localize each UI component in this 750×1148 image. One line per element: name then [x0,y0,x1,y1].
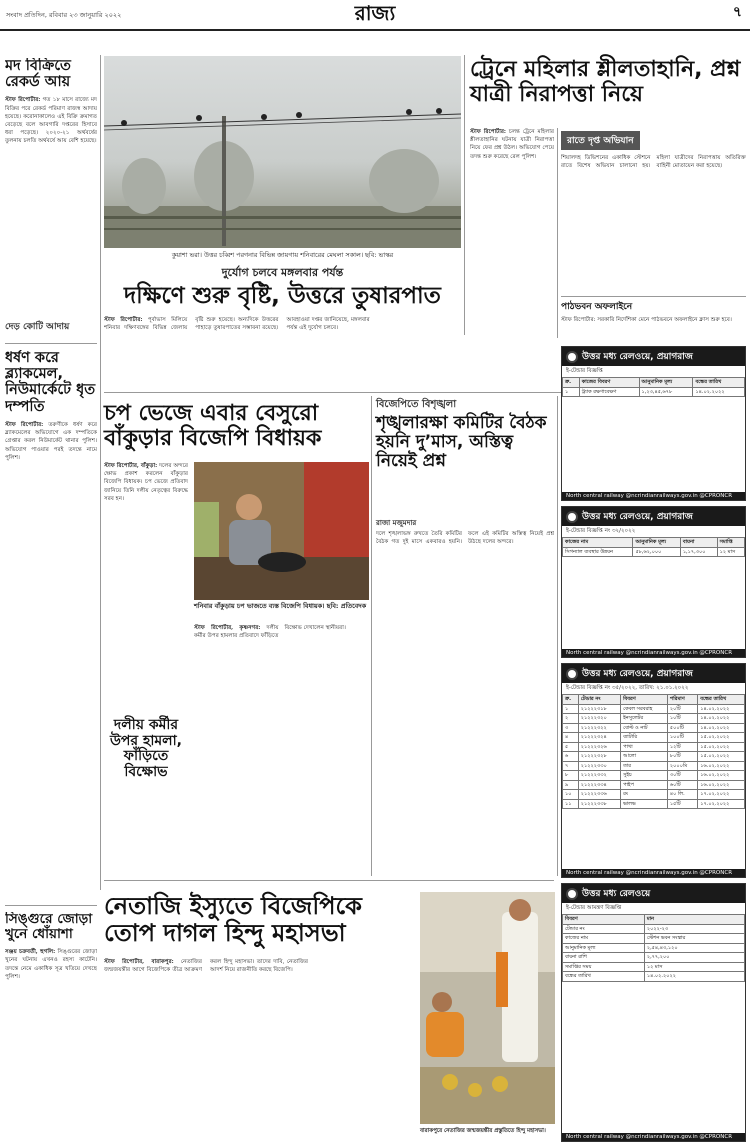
body-text: চলন্ত ট্রেনে মহিলার শ্লীলতাহানির ঘটনায় যাত্রী নিরাপত্তা নিয়ে ফের প্রশ্ন উঠল। অভিযোগ পেয়ে তদন্ত শুরু করেছে রেল পুলিশ। [470,129,554,160]
table-header: বন্ধের তারিখ [693,378,745,388]
sub-title: পাঠভবন অফলাইনে [561,302,633,312]
table-cell: ১৬.০২.২০২২ [698,761,745,771]
fog-photo [104,56,461,248]
table-header: টেন্ডার নং [578,695,620,705]
netaji-body [104,958,414,1144]
train-box [561,128,746,338]
subhead: দেড় কোটি আদায় [5,322,70,332]
table-cell: ২১২২২৩৩৬ [578,790,620,800]
table-cell: ব্যাটারি [621,733,668,743]
byline: স্টাফ রিপোর্টার: [104,317,143,323]
table-header: কাজের বিবরণ [579,378,639,388]
table-cell: ৮ [563,771,579,781]
table-cell: ৭ [563,761,579,771]
ad-title: উত্তর মধ্য রেলওয়ে, প্রয়াগরাজ [582,669,693,679]
ad-subtitle: ই-টেন্ডার বিজ্ঞপ্তি নং ৩২/২০২২ [566,528,636,534]
attack-headline: দলীয় কর্মীর উপর হামলা, ফাঁড়িতে বিক্ষোভ [110,717,182,781]
netaji-photo [420,892,555,1124]
ad-footer: North central railway @ncrindianrailways.gov.in @CPRONCR [562,1133,745,1141]
table-row [563,790,745,800]
byline: স্টাফ রিপোর্টার, বারাকপুর: [104,959,174,965]
table-cell: ২০০০মি [667,761,697,771]
table-cell: ১,২৩,৪৫,৬৭৮ [639,387,693,397]
weather-kicker: দুর্যোগ চলবে মঙ্গলবার পর্যন্ত [221,266,344,279]
table-cell: কাজের নাম [563,934,645,944]
story-liquor-revenue [5,58,97,358]
story-body [5,421,97,462]
table-row [563,924,745,934]
ad-footer: North central railway @ncrindianrailways.gov.in @CPRONCR [562,869,745,877]
table-cell: ১২ মাস [717,547,744,557]
bjp-mla-headline: চপ ভেজে এবার বেসুরো বাঁকুড়ার বিজেপি বিধায়ক [104,401,322,451]
table-cell: ২১২২২৩১৮ [578,704,620,714]
table-header: বিবরণ [563,915,645,925]
ad-subtitle: ই-টেন্ডার বিজ্ঞপ্তি নং ৩৫/২০২২, তারিখ: ২১.০১.২০২২ [566,685,689,691]
page-number: ৭ [732,4,742,20]
table-cell: ৪ [563,733,579,743]
table-cell: ইনসুলেটর [621,714,668,724]
table-row [563,733,745,743]
ad-subtitle: ই-টেন্ডার আমন্ত্রণ বিজ্ঞপ্তি [566,905,622,911]
table-cell: ২১২২২৩২৬ [578,742,620,752]
table-cell: বন্ধের তারিখ [563,972,645,982]
ad-header [562,347,745,366]
railway-logo-icon [566,668,578,680]
table-header: আনুমানিক মূল্য [639,378,693,388]
ad-table [562,377,745,397]
byline: স্টাফ রিপোর্টার, কৃষ্ণনগর: [194,625,261,631]
table-cell: ২০২২-২৩ [644,924,744,934]
table-cell: ২১২২২৩২৪ [578,733,620,743]
railway-ad-3 [561,663,746,878]
headline: ধর্ষণ করে ব্ল্যাকমেল, নিউমার্কেটে ধৃত দম্পতি [5,350,96,415]
headline: মদ বিক্রিতে রেকর্ড আয় [5,58,71,91]
table-cell: ২১২২২৩২৮ [578,752,620,762]
paper-date: সংবাদ প্রতিদিন, রবিবার ২৩ জানুয়ারি ২০২২ [6,11,122,19]
ad-title: উত্তর মধ্য রেলওয়ে, প্রয়াগরাজ [582,352,693,362]
table-cell: ১,১৭,৩০০ [680,547,717,557]
table-cell: ২,৭৭,২০০ [644,953,744,963]
table-cell: ৩০টি [667,771,697,781]
table-cell: ৫ [563,742,579,752]
train-body [470,128,554,338]
table-cell: ২০টি [667,704,697,714]
ad-title: উত্তর মধ্য রেলওয়ে [582,889,651,899]
railway-ad-4 [561,883,746,1142]
table-cell: বোল্ট ও নাট [621,723,668,733]
table-cell: রং [621,790,668,800]
table-row [563,799,745,809]
weather-body [104,316,461,391]
table-cell: ১৬.০২.২০২২ [698,771,745,781]
ad-footer: North central railway @ncrindianrailways.gov.in @CPRONCR [562,492,745,500]
table-cell: ১৬.০২.২০২২ [698,780,745,790]
section-title: রাজ্য [354,1,396,25]
ad-header [562,884,745,903]
table-row [563,771,745,781]
table-cell: ২১২২২৩৩৮ [578,799,620,809]
table-cell: ১৫.০২.২০২২ [698,733,745,743]
committee-headline: শৃঙ্খলারক্ষা কমিটির বৈঠক হয়নি দু’মাস, অস্তিত্ব নিয়েই প্রশ্ন [376,413,547,472]
body-text: দলের অন্দরে ক্ষোভ প্রকাশ করলেন বাঁকুড়ার বিজেপি বিধায়ক। চপ ভেজে প্রতিবাদ জানিয়ে তিনি দলীয় নেতৃত্বের বিরুদ্ধে সরব হন। [104,463,188,502]
table-cell: ১০ [563,790,579,800]
ad-header [562,507,745,526]
body-text: নেতাজির জন্মজয়ন্তীর আগে বিজেপিকে তীব্র আক্রমণ করল হিন্দু মহাসভা। তাদের দাবি, নেতাজির আদর্শ নিয়ে রাজনীতি করছে বিজেপি। [104,959,308,974]
byline: সঞ্জয় চক্রবর্তী, হুগলি: [5,949,56,956]
table-row [563,752,745,762]
table-cell: ১ [563,704,579,714]
table-header: বন্ধের তারিখ [698,695,745,705]
ad-subtitle: ই-টেন্ডার বিজ্ঞপ্তি [566,368,603,374]
table-cell: ২,৫৪,৪৩,১২০ [644,943,744,953]
table-cell: পাইপ [621,780,668,790]
table-cell: ১৪.০২.২০২২ [698,714,745,724]
table-cell: ৯ [563,780,579,790]
box-body: শিয়ালদহ ডিভিশনের একাধিক স্টেশনে রাতে বিশেষ অভিযান চালানো হয়। মহিলা যাত্রীদের নিরাপত্তায় অতিরিক্ত বাহিনী মোতায়েন করা হয়েছে। [561,155,746,170]
ad-table [562,694,745,809]
table-cell: সুইচ [621,771,668,781]
table-cell: ২১২২২৩২২ [578,723,620,733]
table-cell: আনুমানিক মূল্য [563,943,645,953]
table-cell: ১৭.০২.২০২২ [698,790,745,800]
ad-footer: North central railway @ncrindianrailways.gov.in @CPRONCR [562,649,745,657]
table-header: পরিমাণ [667,695,697,705]
ad-header [562,664,745,683]
table-cell: ৫০০টি [667,723,697,733]
table-cell: কেবল সরবরাহ [621,704,668,714]
table-row [563,761,745,771]
table-cell: ১২টি [667,742,697,752]
table-cell: ১৪.০২.২০২২ [693,387,745,397]
ad-table [562,914,745,982]
table-row [563,704,745,714]
table-cell: ২১২২২৩২০ [578,714,620,724]
table-cell: ১৫.০২.২০২২ [698,752,745,762]
masthead [0,0,750,28]
byline: স্টাফ রিপোর্টার: [5,421,44,428]
table-cell: ২১২২২৩৩২ [578,771,620,781]
table-cell: ১৭.০২.২০২২ [698,799,745,809]
table-cell: ভালভ [621,799,668,809]
train-headline: ট্রেনে মহিলার শ্লীলতাহানি, প্রশ্ন যাত্রী নিরাপত্তা নিয়ে [470,57,741,107]
table-row [563,723,745,733]
netaji-headline: নেতাজি ইস্যুতে বিজেপিকে তোপ দাগল হিন্দু মহাসভা [104,892,362,947]
railway-logo-icon [566,511,578,523]
committee-byline: রাজা মজুমদার [376,519,417,527]
table-cell: ১৪.০২.২০২২ [698,704,745,714]
box-title: রাতে দৃপ্ত অভিযান [561,131,640,150]
table-cell: টেন্ডার নং [563,924,645,934]
railway-ad-1 [561,346,746,501]
ad-title: উত্তর মধ্য রেলওয়ে, প্রয়াগরাজ [582,512,693,522]
table-cell: ৩ [563,723,579,733]
table-cell: ২ [563,714,579,724]
table-header: বায়না [680,538,717,548]
byline: স্টাফ রিপোর্টার: [5,97,41,104]
ad-table [562,537,745,557]
table-row [563,780,745,790]
table-cell: ১১ [563,799,579,809]
committee-body: দলে শৃঙ্খলাভঙ্গ রুখতে তৈরি কমিটির বৈঠক গত দুই মাসে একবারও হয়নি। ফলে এই কমিটির অস্তিত্ব নিয়েই প্রশ্ন উঠছে দলের অন্দরে। [376,531,554,546]
table-cell: ২১২২২৩৩৪ [578,780,620,790]
attack-body [194,624,369,874]
fog-photo-caption: কুয়াশা ভরা। উত্তর চব্বিশ পরগনার বিভিন্ন জায়গায় শনিবারের মেঘলা সকাল। ছবি: ভাস্কর [171,251,394,259]
table-cell: ২১২২২৩৩০ [578,761,620,771]
table-header: সমাপ্তি [717,538,744,548]
table-row [563,953,745,963]
story-blackmail [5,350,97,910]
table-header: আনুমানিক মূল্য [633,538,680,548]
table-cell: সমাপ্তির সময় [563,962,645,972]
table-header: ক্র. [563,695,579,705]
body-text: পূর্বাভাস মিলিয়ে শনিবার দক্ষিণবঙ্গের বিভিন্ন জেলায় বৃষ্টি শুরু হয়েছে। অন্যদিকে উত্তরের পাহাড়ে তুষারপাতের সম্ভাবনা রয়েছে। আবহাওয়া দপ্তর জানিয়েছে, মঙ্গলবার পর্যন্ত এই দুর্যোগ চলবে। [104,317,370,332]
table-cell: ৫৮,৬২,০০০ [633,547,680,557]
mla-photo [194,462,369,600]
bjp-mla-body [104,462,188,672]
table-header: কাজের নাম [563,538,633,548]
railway-logo-icon [566,888,578,900]
railway-logo-icon [566,351,578,363]
table-row [563,972,745,982]
table-row [563,934,745,944]
table-cell: ১ [563,387,580,397]
byline: স্টাফ রিপোর্টার, বাঁকুড়া: [104,463,158,469]
table-cell: ৬ [563,752,579,762]
table-cell: ৬০টি [667,780,697,790]
table-cell: ১৪.০২.২০২২ [644,972,744,982]
table-row [563,714,745,724]
table-cell: সিগন্যাল ব্যবস্থার উন্নয়ন [563,547,633,557]
headline: সিঙ্গুরে জোড়া খুনে ধোঁয়াশা [5,912,93,943]
weather-headline: দক্ষিণে শুরু বৃষ্টি, উত্তরে তুষারপাত [124,283,441,309]
table-cell: বায়না রাশি [563,953,645,963]
body-text: দলীয় কর্মীর উপর হামলার প্রতিবাদে ফাঁড়িতে বিক্ষোভ দেখালেন স্থানীয়রা। [194,625,346,640]
netaji-photo-caption: বারাকপুরে নেতাজির জন্মজয়ন্তীর প্রস্তুতিতে হিন্দু মহাসভা। [420,1128,546,1134]
table-cell: ৮০টি [667,752,697,762]
table-row [563,742,745,752]
table-cell: ১০টি [667,714,697,724]
table-cell: ১৫.০২.২০২২ [698,742,745,752]
table-header: ক্র. [563,378,580,388]
committee-kicker: বিজেপিতে বিশৃঙ্খলা [376,399,457,410]
table-header: মান [644,915,744,925]
table-cell: স্টেশন ভবন সংস্কার [644,934,744,944]
table-cell: ১৫টি [667,799,697,809]
table-row [563,962,745,972]
body-text: তরুণীকে ধর্ষণ করে ব্ল্যাকমেলের অভিযোগে এক দম্পতিকে গ্রেপ্তার করল নিউমার্কেট থানার পুলিশ। অভিযোগ পাওয়ার পরই তদন্তে নামে পুলিশ। [5,421,97,461]
table-cell: আলো [621,752,668,762]
table-header: বিবরণ [621,695,668,705]
sub-body: স্টাফ রিপোর্টার: সরকারি নির্দেশিকা মেনে পাঠভবনে অফলাইনে ক্লাস শুরু হবে। [561,317,732,323]
table-cell: পাখা [621,742,668,752]
story-body [5,948,97,981]
mla-photo-caption: শনিবার বাঁকুড়ায় চপ ভাজতে ব্যস্ত বিজেপি বিধায়ক। ছবি: প্রতিবেদক [194,602,367,610]
table-cell: তার [621,761,668,771]
table-cell: ১০০টি [667,733,697,743]
table-row [563,943,745,953]
table-row [563,387,745,397]
railway-ad-2 [561,506,746,658]
story-body [5,96,97,145]
table-cell: ট্র্যাক রক্ষণাবেক্ষণ [579,387,639,397]
byline: স্টাফ রিপোর্টার: [470,129,506,135]
table-cell: ১২ মাস [644,962,744,972]
body-text: গত ১৮ মাসে রাজ্যে মদ বিক্রির পরে রেকর্ড পরিমাণ রাজস্ব আদায় হয়েছে। করোনাকালেও এই বিক্রি ক্রমাগত বেড়েছে বলে আবগারি দপ্তরের হিসাবে ধরা পড়েছে। ২০২০-২১ অর্থবর্ষের তুলনায় চলতি অর্থবর্ষে আয় বেশি হয়েছে। [5,97,97,145]
table-cell: ১৪.০২.২০২২ [698,723,745,733]
table-row [563,547,745,557]
table-cell: ৪০ লি. [667,790,697,800]
body-text: সিঙ্গুরের জোড়া খুনের ঘটনায় এখনও রহস্য কাটেনি। তদন্তে নেমে একাধিক সূত্র খতিয়ে দেখছে পুলিশ। [5,949,97,980]
story-singur [5,912,97,1142]
